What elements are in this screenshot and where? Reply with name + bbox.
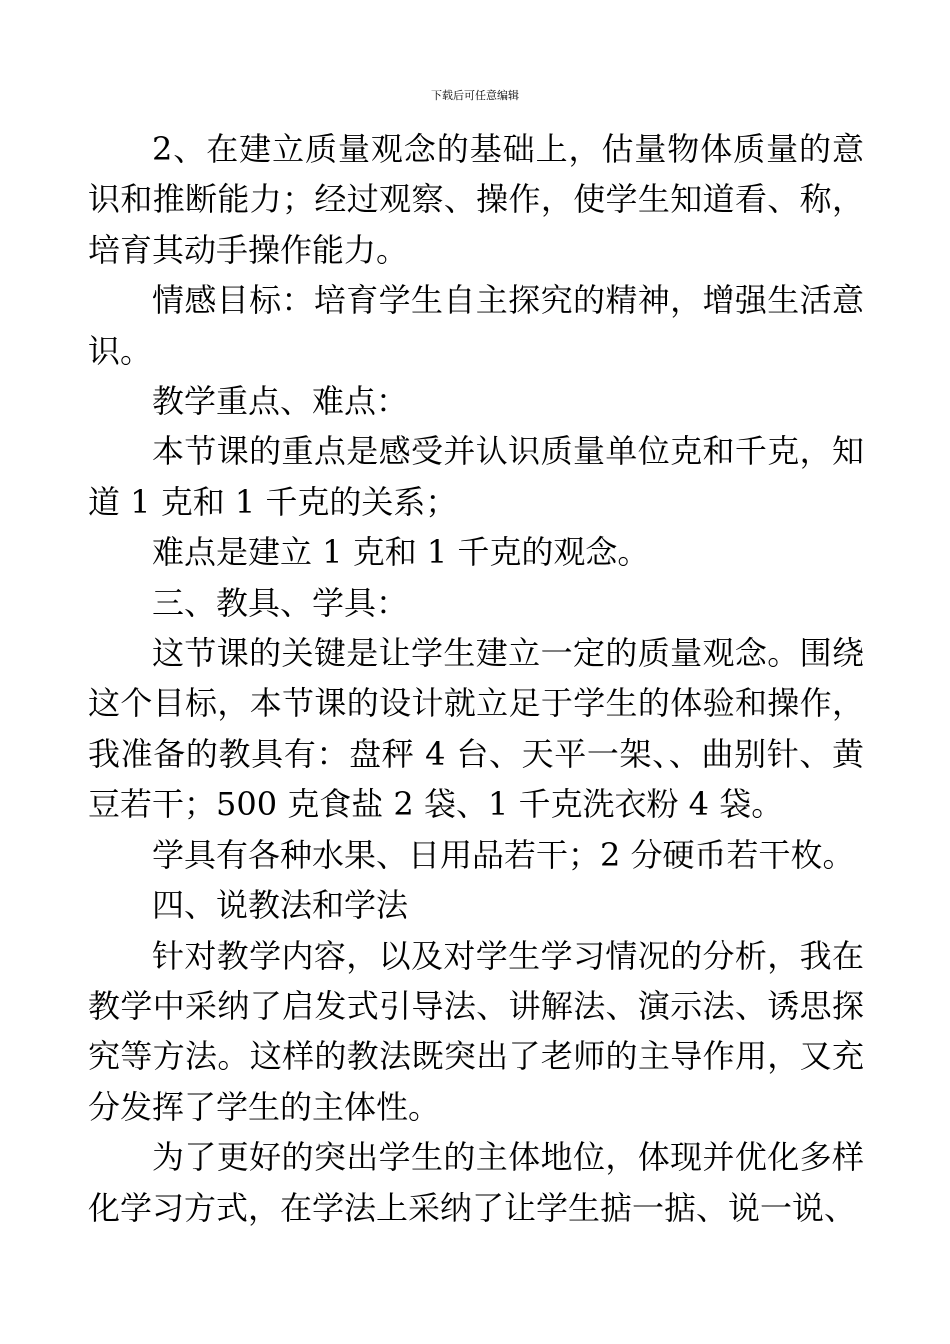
- paragraph-emotion-goal: 情感目标：培育学生自主探究的精神，增强生活意识。: [88, 281, 864, 370]
- paragraph-teaching-aids: 这节课的关键是让学生建立一定的质量观念。围绕这个目标，本节课的设计就立足于学生的体验和操作，我准备的教具有：盘秤 4 台、天平一架、、曲别针、黄豆若干；500 克食盐 2 袋、1 千克洗衣粉 4 袋。: [88, 634, 864, 824]
- paragraph-key-point: 本节课的重点是感受并认识质量单位克和千克，知道 1 克和 1 千克的关系；: [88, 432, 864, 521]
- paragraph-objective-2: 2、在建立质量观念的基础上，估量物体质量的意识和推断能力；经过观察、操作，使学生知道看、称，培育其动手操作能力。: [88, 130, 864, 269]
- paragraph-key-points-heading: 教学重点、难点：: [152, 382, 409, 421]
- paragraph-difficulty: 难点是建立 1 克和 1 千克的观念。: [152, 533, 650, 572]
- document-body: [88, 124, 864, 1233]
- paragraph-learning-methods: 为了更好的突出学生的主体地位，体现并优化多样化学习方式，在学法上采纳了让学生掂一掂、说一说、: [88, 1138, 864, 1227]
- page-header: 下载后可任意编辑: [431, 89, 519, 102]
- paragraph-teaching-methods: 针对教学内容，以及对学生学习情况的分析，我在教学中采纳了启发式引导法、讲解法、演示法、诱思探究等方法。这样的教法既突出了老师的主导作用，又充分发挥了学生的主体性。: [88, 936, 864, 1126]
- paragraph-teaching-aids-heading: 三、教具、学具：: [152, 583, 409, 622]
- paragraph-learning-aids: 学具有各种水果、日用品若干；2 分硬币若干枚。: [152, 835, 855, 874]
- paragraph-methods-heading: 四、说教法和学法: [152, 886, 409, 925]
